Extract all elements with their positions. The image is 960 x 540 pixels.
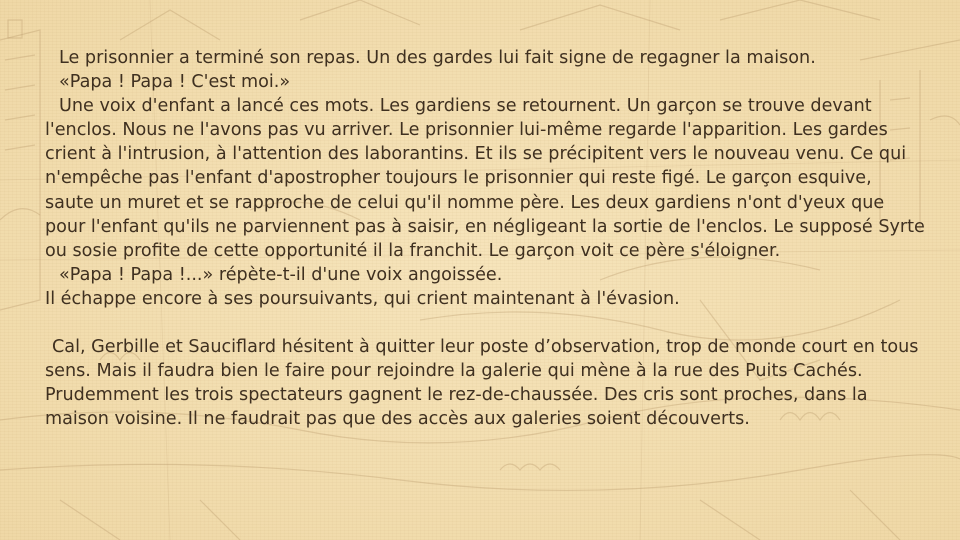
document-text-block [45,46,925,432]
paragraph-6: Cal, Gerbille et Sauciflard hésitent à quitter leur poste d’observation, trop de monde court en tous sens. Mais il faudra bien le faire pour rejoindre la galerie qui mène à la rue des Puits Cachés. Prudemment les trois spectateurs gagnent le rez-de-chaussée. Des cris sont proches, dans la maison voisine. Il ne faudrait pas que des accès aux galeries soient découverts. [45,337,919,430]
paragraph-3: Une voix d'enfant a lancé ces mots. Les gardiens se retournent. Un garçon se trouve devant l'enclos. Nous ne l'avons pas vu arriver. Le prisonnier lui-même regarde l'apparition. Les gardes crient à l'intrusion, à l'attention des laborantins. Et ils se précipitent vers le nouveau venu. Ce qui n'empêche pas l'enfant d'apostropher toujours le prisonnier qui reste figé. Le garçon esquive, saute un muret et se rapproche de celui qu'il nomme père. Les deux gardiens n'ont d'yeux que pour l'enfant qu'ils ne parviennent pas à saisir, en négligeant la sortie de l'enclos. Le supposé Syrte ou sosie profite de cette opportunité il la franchit. Le garçon voit ce père s'éloigner. [45,96,925,261]
paragraph-2: «Papa ! Papa ! C'est moi.» [59,72,291,93]
paragraph-4: «Papa ! Papa !...» répète-t-il d'une voix angoissée. [59,264,503,285]
paragraph-spacer [45,311,925,335]
paragraph-5: Il échappe encore à ses poursuivants, qui crient maintenant à l'évasion. [45,288,680,309]
paragraph-1: Le prisonnier a terminé son repas. Un des gardes lui fait signe de regagner la maison. [59,48,816,68]
